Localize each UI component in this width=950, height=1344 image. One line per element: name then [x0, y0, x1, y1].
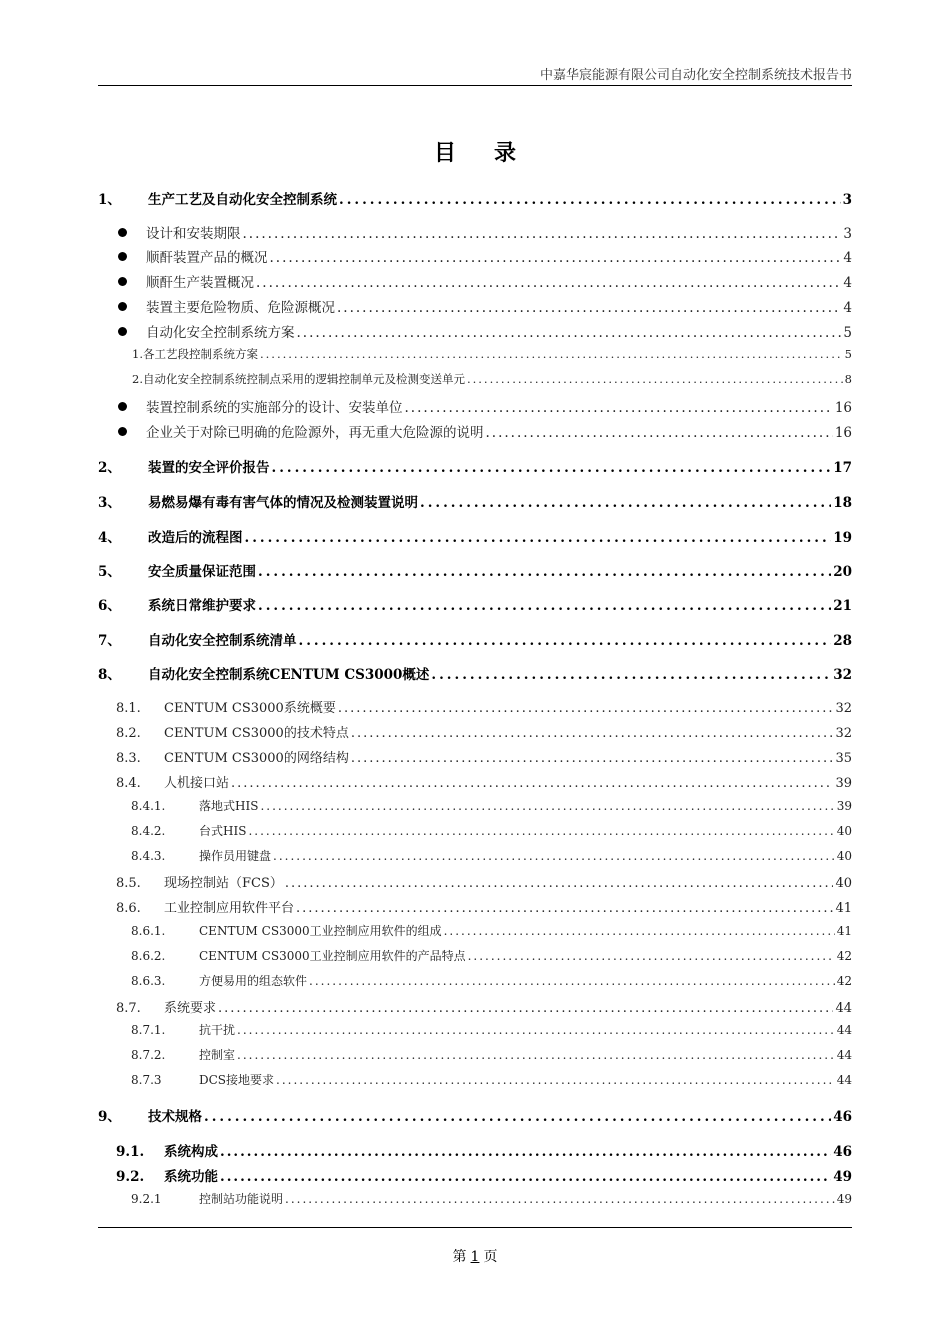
toc-entry-label: 自动化安全控制系统方案 — [146, 325, 295, 341]
toc-entry-number: 8.4. — [116, 776, 141, 791]
toc-entry[interactable] — [98, 1071, 852, 1088]
dot-leader — [351, 726, 834, 741]
toc-entry-number: 8.6.3. — [131, 974, 166, 988]
toc-entry[interactable] — [98, 847, 852, 864]
toc-entry-label: 系统构成 — [164, 1144, 218, 1160]
dot-leader — [231, 776, 833, 791]
toc-entry-page: 5 — [844, 347, 852, 361]
dot-leader — [309, 974, 835, 988]
toc-entry-number: 8.6. — [116, 901, 141, 916]
toc-entry[interactable] — [98, 1165, 852, 1185]
toc-entry[interactable] — [98, 922, 852, 939]
toc-entry[interactable] — [98, 1105, 852, 1125]
toc-entry-page: 19 — [833, 530, 852, 546]
bullet-icon — [118, 427, 127, 436]
toc-entry-number: 8.7. — [116, 1001, 141, 1016]
dot-leader — [237, 1048, 835, 1062]
toc-entry-label: 技术规格 — [148, 1109, 202, 1125]
toc-entry-page: 41 — [836, 924, 852, 938]
toc-entry-page: 40 — [835, 876, 852, 891]
toc-entry-label: 生产工艺及自动化安全控制系统 — [148, 192, 337, 208]
toc-entry-number: 8.4.1. — [131, 799, 166, 813]
toc-entry[interactable] — [98, 346, 852, 362]
toc-entry[interactable] — [98, 897, 852, 916]
toc-entry[interactable] — [98, 629, 852, 649]
toc-entry-number: 9.1. — [116, 1144, 145, 1160]
toc-entry-number: 9.2.1 — [131, 1192, 162, 1206]
toc-entry-page: 44 — [836, 1048, 852, 1062]
toc-entry-label: 系统功能 — [164, 1169, 218, 1185]
dot-leader — [467, 372, 843, 386]
dot-leader — [444, 924, 835, 938]
dot-leader — [218, 1001, 833, 1016]
toc-entry[interactable] — [98, 663, 852, 683]
toc-entry-page: 41 — [835, 901, 852, 916]
toc-entry[interactable] — [98, 747, 852, 766]
toc-entry[interactable] — [98, 772, 852, 791]
toc-entry-page: 44 — [836, 1023, 852, 1037]
toc-entry-page: 32 — [833, 667, 852, 683]
toc-entry-page: 42 — [836, 949, 852, 963]
toc-entry-page: 32 — [835, 701, 852, 716]
toc-entry-label: 顺酐生产装置概况 — [146, 275, 254, 291]
dot-leader — [258, 564, 831, 580]
dot-leader — [431, 667, 831, 683]
toc-entry-page: 40 — [836, 849, 852, 863]
toc-entry-label: 人机接口站 — [164, 776, 230, 791]
dot-leader — [285, 876, 834, 891]
toc-entry-page: 21 — [833, 598, 852, 614]
toc-entry[interactable] — [98, 271, 852, 291]
toc-entry-number: 8.5. — [116, 876, 141, 891]
toc-entry[interactable] — [98, 188, 852, 208]
toc-entry-label: 装置主要危险物质、危险源概况 — [146, 300, 335, 316]
toc-entry[interactable] — [98, 560, 852, 580]
toc-entry-label: 1.各工艺段控制系统方案 — [132, 347, 258, 361]
toc-entry-label: 控制站功能说明 — [199, 1192, 284, 1206]
toc-entry-label: 自动化安全控制系统CENTUM CS3000概述 — [148, 667, 430, 683]
toc-entry-number: 8.2. — [116, 726, 141, 741]
toc-entry-label: 落地式HIS — [199, 799, 259, 813]
toc-entry[interactable] — [98, 972, 852, 989]
toc-entry-label: 设计和安装期限 — [146, 226, 241, 242]
toc-entry[interactable] — [98, 296, 852, 316]
toc-entry[interactable] — [98, 526, 852, 546]
bullet-icon — [118, 277, 127, 286]
dot-leader — [299, 633, 832, 649]
toc-entry-number: 8.6.1. — [131, 924, 166, 938]
toc-entry[interactable] — [98, 396, 852, 416]
dot-leader — [270, 250, 842, 266]
toc-entry-page: 3 — [842, 192, 852, 208]
toc-entry-number: 8.3. — [116, 751, 141, 766]
dot-leader — [468, 949, 835, 963]
toc-title: 目录 — [433, 140, 554, 166]
toc-entry[interactable] — [98, 1046, 852, 1063]
toc-entry-number: 6、 — [98, 598, 121, 614]
toc-entry-number: 8.4.2. — [131, 824, 166, 838]
dot-leader — [260, 799, 834, 813]
toc-entry-label: DCS接地要求 — [199, 1073, 275, 1087]
dot-leader — [351, 751, 834, 766]
toc-entry-page: 39 — [836, 799, 852, 813]
toc-entry-label: 易燃易爆有毒有害气体的情况及检测装置说明 — [148, 495, 418, 511]
toc-entry-label: 改造后的流程图 — [148, 530, 243, 546]
dot-leader — [338, 701, 834, 716]
toc-entry-number: 1、 — [98, 192, 121, 208]
toc-entry-number: 4、 — [98, 530, 121, 546]
toc-entry-page: 4 — [843, 275, 852, 291]
toc-entry-page: 44 — [836, 1073, 852, 1087]
header-rule — [98, 85, 852, 86]
toc-entry[interactable] — [98, 491, 852, 511]
toc-entry-label: 控制室 — [199, 1048, 236, 1062]
bullet-icon — [118, 327, 127, 336]
footer-page-number: 1 — [470, 1249, 480, 1265]
dot-leader — [339, 192, 841, 208]
toc-entry-page: 49 — [833, 1169, 852, 1185]
toc-entry[interactable] — [98, 222, 852, 242]
toc-entry-number: 8、 — [98, 667, 121, 683]
toc-entry-label: 操作员用键盘 — [199, 849, 272, 863]
toc-entry[interactable] — [98, 997, 852, 1016]
toc-entry-page: 40 — [836, 824, 852, 838]
toc-entry-number: 2、 — [98, 460, 121, 476]
toc-entry-page: 5 — [843, 325, 852, 341]
toc-entry-page: 46 — [833, 1144, 852, 1160]
dot-leader — [272, 460, 832, 476]
toc-entry-label: 自动化安全控制系统清单 — [148, 633, 297, 649]
page-footer — [0, 1246, 950, 1266]
dot-leader — [204, 1109, 831, 1125]
dot-leader — [296, 901, 833, 916]
bullet-icon — [118, 302, 127, 311]
toc-entry-page: 8 — [844, 372, 852, 386]
toc-entry[interactable] — [98, 456, 852, 476]
dot-leader — [248, 824, 834, 838]
toc-entry-number: 9、 — [98, 1109, 121, 1125]
toc-entry-number: 9.2. — [116, 1169, 145, 1185]
dot-leader — [420, 495, 831, 511]
toc-entry-page: 16 — [834, 400, 852, 416]
dot-leader — [405, 400, 833, 416]
toc-entry-label: 系统要求 — [164, 1001, 217, 1016]
toc-entry-number: 3、 — [98, 495, 121, 511]
toc-entry[interactable] — [98, 797, 852, 814]
dot-leader — [245, 530, 832, 546]
toc-entry[interactable] — [98, 371, 852, 387]
toc-entry[interactable] — [98, 1190, 852, 1207]
dot-leader — [220, 1169, 831, 1185]
toc-entry-page: 3 — [843, 226, 852, 242]
toc-entry-page: 18 — [833, 495, 852, 511]
bullet-icon — [118, 402, 127, 411]
toc-entry-page: 44 — [835, 1001, 852, 1016]
toc-entry[interactable] — [98, 722, 852, 741]
toc-entry-number: 8.6.2. — [131, 949, 166, 963]
bullet-icon — [118, 228, 127, 237]
footer-prefix: 第 — [452, 1249, 467, 1265]
dot-leader — [337, 300, 841, 316]
toc-entry-label: 2.自动化安全控制系统控制点采用的逻辑控制单元及检测变送单元 — [132, 372, 465, 386]
dot-leader — [273, 849, 835, 863]
toc-entry-page: 32 — [835, 726, 852, 741]
dot-leader — [260, 347, 843, 361]
toc-entry[interactable] — [98, 1140, 852, 1160]
toc-entry-number: 8.1. — [116, 701, 141, 716]
dot-leader — [258, 598, 831, 614]
toc-entry-label: 装置控制系统的实施部分的设计、安装单位 — [146, 400, 403, 416]
toc-entry-label: 抗干扰 — [199, 1023, 236, 1037]
toc-entry[interactable] — [98, 421, 852, 441]
toc-entry[interactable] — [98, 947, 852, 964]
dot-leader — [285, 1192, 835, 1206]
toc-entry-label: 系统日常维护要求 — [148, 598, 256, 614]
dot-leader — [297, 325, 842, 341]
toc-entry[interactable] — [98, 822, 852, 839]
toc-entry-page: 4 — [843, 250, 852, 266]
dot-leader — [486, 425, 833, 441]
dot-leader — [237, 1023, 835, 1037]
toc-entry-page: 4 — [843, 300, 852, 316]
toc-entry-number: 7、 — [98, 633, 121, 649]
toc-entry[interactable] — [98, 872, 852, 891]
toc-entry-label: CENTUM CS3000系统概要 — [164, 701, 336, 716]
toc-entry-label: CENTUM CS3000的网络结构 — [164, 751, 349, 766]
toc-entry-page: 42 — [836, 974, 852, 988]
dot-leader — [243, 226, 842, 242]
toc-entry[interactable] — [98, 697, 852, 716]
toc-entry-page: 35 — [835, 751, 852, 766]
dot-leader — [220, 1144, 831, 1160]
dot-leader — [276, 1073, 835, 1087]
footer-suffix: 页 — [483, 1249, 498, 1265]
running-header: 中嘉华宸能源有限公司自动化安全控制系统技术报告书 — [539, 68, 852, 83]
toc-entry[interactable] — [98, 321, 852, 341]
toc-entry-label: 装置的安全评价报告 — [148, 460, 270, 476]
toc-entry-number: 8.7.3 — [131, 1073, 162, 1087]
toc-entry-number: 5、 — [98, 564, 121, 580]
toc-entry-page: 49 — [836, 1192, 852, 1206]
dot-leader — [256, 275, 841, 291]
toc-entry-label: CENTUM CS3000工业控制应用软件的产品特点 — [199, 949, 466, 963]
toc-entry-label: 顺酐装置产品的概况 — [146, 250, 268, 266]
toc-entry-label: 安全质量保证范围 — [148, 564, 256, 580]
toc-entry-page: 20 — [833, 564, 852, 580]
toc-entry-page: 39 — [835, 776, 852, 791]
toc-entry[interactable] — [98, 1021, 852, 1038]
toc-entry-page: 16 — [834, 425, 852, 441]
toc-entry-label: 台式HIS — [199, 824, 247, 838]
bullet-icon — [118, 252, 127, 261]
toc-entry-page: 17 — [833, 460, 852, 476]
toc-entry-number: 8.4.3. — [131, 849, 166, 863]
toc-entry-label: CENTUM CS3000工业控制应用软件的组成 — [199, 924, 442, 938]
toc-entry-page: 46 — [833, 1109, 852, 1125]
footer-rule — [98, 1227, 852, 1228]
toc-entry-number: 8.7.1. — [131, 1023, 166, 1037]
toc-entry-label: 企业关于对除已明确的危险源外，再无重大危险源的说明 — [146, 425, 484, 441]
toc-entry-page: 28 — [833, 633, 852, 649]
toc-entry-label: 现场控制站（FCS） — [164, 876, 283, 891]
toc-entry[interactable] — [98, 594, 852, 614]
toc-entry-label: CENTUM CS3000的技术特点 — [164, 726, 349, 741]
toc-entry[interactable] — [98, 246, 852, 266]
toc-entry-label: 方便易用的组态软件 — [199, 974, 308, 988]
toc-entry-number: 8.7.2. — [131, 1048, 166, 1062]
toc-entry-label: 工业控制应用软件平台 — [164, 901, 295, 916]
